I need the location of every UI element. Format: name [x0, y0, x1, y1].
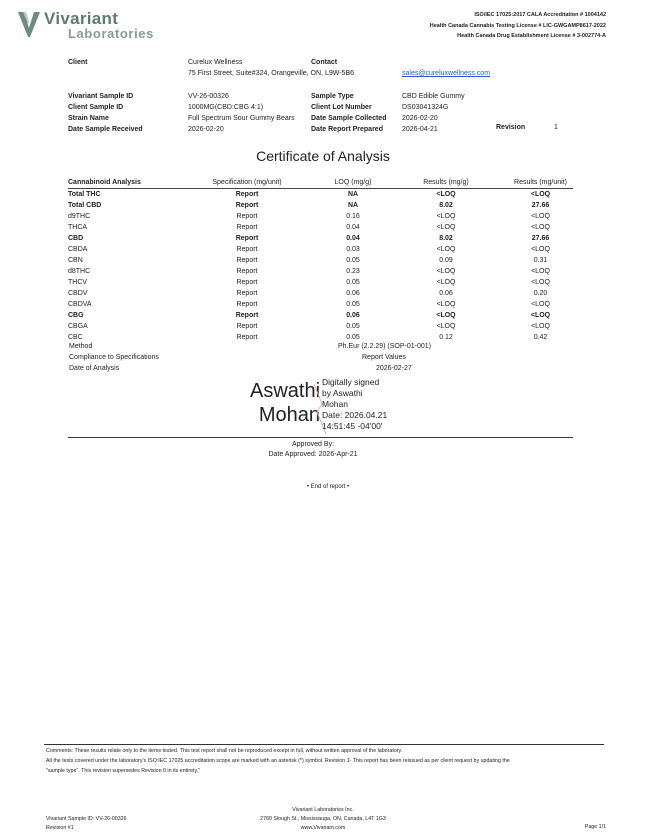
table-cell-mg-unit: <LOQ: [531, 301, 550, 308]
compliance-value: Report Values: [362, 354, 406, 361]
logo-text-secondary: Laboratories: [68, 26, 154, 41]
table-row: [68, 310, 573, 321]
comment-line: Comments: These results relate only to the items tested. This test report shall not be reproduced except in full, without written approval of the laboratory.: [46, 748, 403, 754]
comment-line: "sample type". This revision supersedes Revision 0 in its entirety.": [46, 768, 201, 774]
table-cell-name: THCV: [68, 279, 88, 286]
table-cell-name: CBDVA: [68, 301, 92, 308]
method-label: Method: [69, 343, 93, 350]
table-row: [68, 211, 573, 222]
table-cell-spec: Report: [236, 279, 258, 286]
field-value: 2026-02-20: [188, 126, 224, 133]
contact-label: Contact: [311, 59, 338, 66]
table-cell-mg-unit: <LOQ: [531, 268, 550, 275]
table-cell-name: CBG: [68, 312, 84, 319]
table-cell-mg-unit: 0.31: [533, 257, 548, 264]
table-cell-loq: 0.04: [346, 224, 360, 231]
client-address: 75 First Street, Suite#324, Orangeville, ON, L9W-5B6: [188, 70, 355, 77]
table-cell-mg-g: 0.06: [439, 290, 453, 297]
table-cell-name: d8THC: [68, 268, 91, 275]
table-cell-name: Total THC: [68, 191, 101, 198]
table-cell-spec: Report: [235, 312, 259, 319]
table-cell-name: CBC: [68, 334, 83, 341]
table-cell-mg-g: <LOQ: [436, 279, 456, 286]
table-cell-name: CBDA: [68, 246, 88, 253]
field-value: CBD Edible Gummy: [402, 93, 465, 100]
table-cell-mg-unit: 27.66: [531, 202, 550, 209]
revision-value: 1: [554, 124, 558, 131]
table-cell-spec: Report: [236, 246, 258, 253]
table-cell-loq: 0.05: [346, 301, 360, 308]
footer-page-number: Page 1/1: [584, 824, 606, 830]
table-cell-mg-g: 8.02: [439, 235, 453, 242]
table-row: [68, 332, 573, 343]
table-cell-mg-unit: 0.20: [533, 290, 548, 297]
table-cell-spec: Report: [236, 213, 258, 220]
analysis-date-value: 2026-02-27: [376, 365, 412, 372]
table-cell-mg-unit: <LOQ: [531, 279, 550, 286]
table-cell-mg-g: 0.09: [439, 257, 453, 264]
field-label: Date Report Prepared: [311, 126, 383, 133]
field-value: VV-26-00326: [188, 93, 229, 100]
signature-line: Date: 2026.04.21: [322, 410, 388, 420]
table-cell-spec: Report: [236, 323, 258, 330]
table-row: [68, 266, 573, 277]
table-cell-mg-g: <LOQ: [436, 268, 456, 275]
table-cell-name: CBGA: [68, 323, 88, 330]
table-row: [68, 244, 573, 255]
table-cell-mg-unit: 27.66: [531, 235, 550, 242]
comment-line: All the tests covered under the laboratory's ISO:IEC 17025 accreditation scope are marked with an asterisk (*) symbol. Revision 1- This report has been reissued as per client request by updating the: [46, 758, 510, 764]
analysis-date-label: Date of Analysis: [69, 365, 120, 372]
approved-by: Approved By:: [291, 441, 335, 448]
column-header: Results (mg/unit): [508, 177, 573, 189]
accreditation-line: Health Canada Cannabis Testing License # LIC-GWGAMP8617-2022: [429, 22, 606, 29]
table-cell-loq: 0.06: [346, 312, 360, 319]
table-cell-mg-g: 0.12: [439, 334, 453, 341]
sample-info-right: [311, 91, 511, 135]
table-row: [68, 200, 573, 211]
footer-revision: Revision #1: [46, 825, 74, 831]
table-row: [68, 299, 573, 310]
table-cell-mg-g: <LOQ: [436, 224, 456, 231]
table-cell-name: CBD: [68, 235, 84, 242]
table-cell-mg-g: <LOQ: [436, 213, 456, 220]
comments-block: [46, 746, 606, 776]
signature-last-name: Mohan: [258, 404, 320, 426]
table-header-row: [68, 177, 573, 189]
comments-divider: [44, 744, 604, 745]
signature-line: Mohan: [322, 399, 348, 409]
table-row: [68, 222, 573, 233]
client-label: Client: [68, 59, 88, 66]
field-label: Date Sample Collected: [311, 115, 387, 122]
table-row: [68, 233, 573, 244]
table-cell-mg-unit: <LOQ: [531, 323, 550, 330]
sample-info-left: [68, 91, 308, 135]
field-value: 2026-04-21: [402, 126, 438, 133]
logo-icon: [18, 10, 40, 38]
contact-email-link[interactable]: sales@cureluxwellness.com: [402, 70, 491, 77]
table-cell-spec: Report: [235, 202, 259, 209]
table-cell-mg-g: <LOQ: [436, 301, 456, 308]
signature-details: [322, 377, 387, 432]
table-cell-loq: 0.06: [346, 290, 360, 297]
logo-text-primary: Vivariant: [44, 9, 119, 28]
table-cell-mg-unit: <LOQ: [530, 191, 551, 198]
table-cell-loq: 0.05: [346, 257, 360, 264]
table-cell-loq: 0.05: [346, 334, 360, 341]
table-cell-name: THCA: [68, 224, 88, 231]
table-cell-loq: 0.05: [346, 279, 360, 286]
table-cell-mg-unit: <LOQ: [531, 224, 550, 231]
column-header: Results (mg/g): [384, 177, 508, 189]
table-cell-name: Total CBD: [68, 202, 102, 209]
field-label: Strain Name: [68, 115, 109, 122]
footer-address: 2760 Slough St., Mississauga, ON, Canada, L4T 1G3: [260, 816, 386, 822]
field-label: Client Lot Number: [311, 104, 372, 111]
table-cell-mg-g: <LOQ: [436, 323, 456, 330]
signature-line: Digitally signed: [322, 377, 380, 387]
table-cell-loq: 0.16: [346, 213, 360, 220]
method-value: Ph.Eur (2.2.29) (SOP-01-001): [338, 343, 431, 350]
signature-line: 14:51:45 -04'00': [322, 421, 383, 431]
table-cell-name: CBDV: [68, 290, 88, 297]
table-cell-spec: Report: [236, 334, 258, 341]
table-cell-spec: Report: [236, 268, 258, 275]
table-cell-mg-g: 8.02: [439, 202, 453, 209]
table-row: [68, 277, 573, 288]
cannabinoid-table: [68, 177, 573, 343]
field-value: DS03041324G: [402, 104, 449, 111]
accreditation-line: Health Canada Drug Establishment License # 3-002774-A: [457, 33, 606, 39]
table-cell-mg-g: <LOQ: [436, 312, 456, 319]
table-cell-spec: Report: [235, 191, 259, 198]
client-name: Curelux Wellness: [188, 59, 243, 66]
table-cell-spec: Report: [236, 301, 258, 308]
footer-company: Vivariant Laboratories Inc.: [292, 807, 354, 813]
column-header: Specification (mg/unit): [172, 177, 322, 189]
accreditation-block: [430, 10, 606, 42]
table-row: [68, 321, 573, 332]
table-cell-loq: 0.05: [346, 323, 360, 330]
table-cell-loq: NA: [347, 191, 359, 198]
column-header: LOQ (mg/g): [322, 177, 384, 189]
table-cell-mg-g: <LOQ: [436, 191, 456, 198]
table-cell-spec: Report: [236, 290, 258, 297]
column-header: Cannabinoid Analysis: [68, 177, 172, 189]
compliance-label: Compliance to Specifications: [69, 354, 159, 361]
table-cell-spec: Report: [236, 224, 258, 231]
table-cell-name: CBN: [68, 257, 83, 264]
table-cell-mg-unit: <LOQ: [530, 312, 551, 319]
table-cell-mg-unit: <LOQ: [531, 246, 550, 253]
table-cell-loq: NA: [347, 202, 359, 209]
table-cell-mg-unit: 0.42: [533, 334, 548, 341]
field-label: Date Sample Received: [68, 126, 143, 133]
signature-divider: [68, 437, 573, 438]
table-row: [68, 255, 573, 266]
footer-website: www.Vivariant.com: [300, 825, 346, 831]
signature-first-name: Aswathi: [250, 380, 321, 402]
footer-left-block: [46, 815, 127, 833]
table-cell-spec: Report: [236, 257, 258, 264]
table-cell-name: d9THC: [68, 213, 91, 220]
accreditation-line: ISO/IEC 17025:2017 CALA Accreditation # 1004142: [474, 12, 606, 18]
date-approved: Date Approved: 2026-Apr-21: [268, 451, 358, 458]
field-value: Full Spectrum Sour Gummy Bears: [188, 115, 295, 122]
table-row: [68, 288, 573, 299]
field-label: Vivariant Sample ID: [68, 93, 134, 100]
field-label: Sample Type: [311, 93, 354, 100]
table-cell-mg-g: <LOQ: [436, 246, 456, 253]
field-value: 1000MG(CBD:CBG 4:1): [188, 104, 264, 111]
table-cell-loq: 0.23: [346, 268, 360, 275]
end-of-report: • End of report •: [306, 484, 350, 490]
table-cell-loq: 0.03: [346, 246, 360, 253]
revision-label: Revision: [496, 124, 526, 131]
table-cell-loq: 0.04: [346, 235, 360, 242]
field-label: Client Sample ID: [68, 104, 124, 111]
signature-line: by Aswathi: [322, 388, 363, 398]
table-row: [68, 189, 573, 201]
footer-sample-id: Vivariant Sample ID: VV-26-00326: [46, 816, 127, 822]
table-cell-mg-unit: <LOQ: [531, 213, 550, 220]
page-title: Certificate of Analysis: [256, 148, 390, 164]
table-cell-spec: Report: [235, 235, 259, 242]
field-value: 2026-02-20: [402, 115, 438, 122]
